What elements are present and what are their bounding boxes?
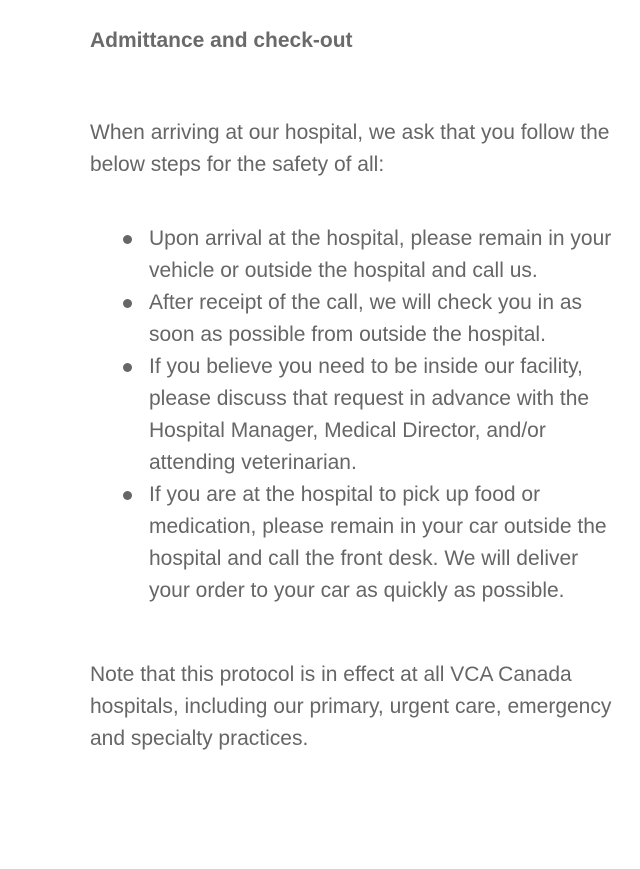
bullet-icon xyxy=(123,363,132,372)
bullet-icon xyxy=(123,235,132,244)
steps-list xyxy=(90,223,620,607)
intro-paragraph: When arriving at our hospital, we ask that you follow the below steps for the safety of all: xyxy=(90,121,610,176)
note-paragraph: Note that this protocol is in effect at all VCA Canada hospitals, including our primary, urgent care, emergency and specialty practices. xyxy=(90,663,612,750)
list-item xyxy=(90,479,620,607)
list-item xyxy=(90,287,620,351)
step-text: If you believe you need to be inside our facility, please discuss that request in advance with the Hospital Manager, Medical Director, and/or attending veterinarian. xyxy=(149,355,590,474)
list-item xyxy=(90,223,620,287)
step-text: After receipt of the call, we will check you in as soon as possible from outside the hospital. xyxy=(149,291,583,346)
article-content xyxy=(90,0,620,755)
bullet-icon xyxy=(123,491,132,500)
bullet-icon xyxy=(123,299,132,308)
step-text: Upon arrival at the hospital, please remain in your vehicle or outside the hospital and call us. xyxy=(149,227,612,282)
section-heading: Admittance and check-out xyxy=(90,29,353,52)
step-text: If you are at the hospital to pick up food or medication, please remain in your car outside the hospital and call the front desk. We will deliver your order to your car as quickly as possible. xyxy=(149,483,607,602)
list-item xyxy=(90,351,620,479)
